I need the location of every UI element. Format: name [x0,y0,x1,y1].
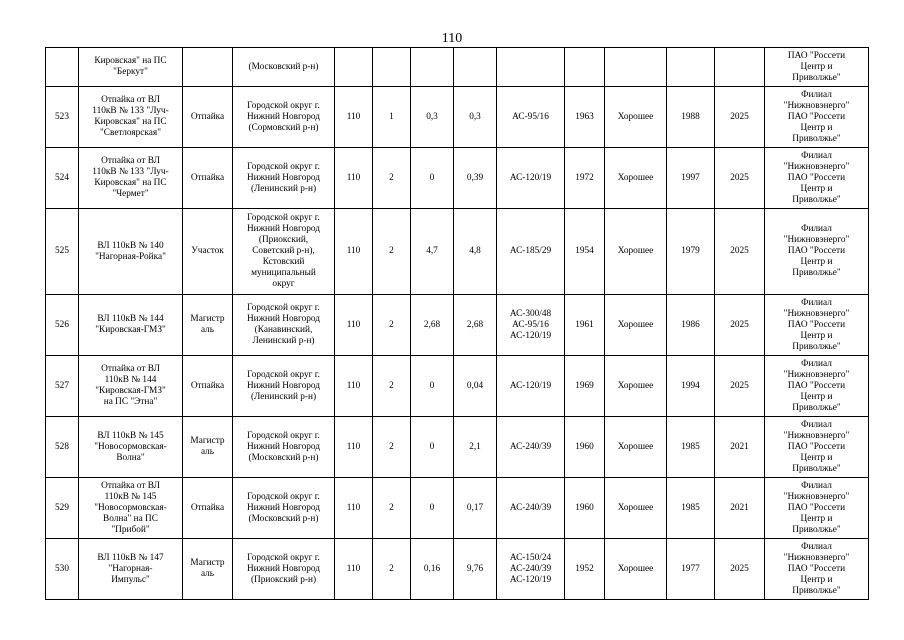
power-lines-table [45,47,869,600]
line-location: (Московский р-н) [233,48,335,87]
year-built: 1960 [565,417,605,478]
length-1: 0 [411,148,454,209]
voltage: 110 [335,209,373,295]
circuit-count: 2 [373,148,411,209]
line-type: Отпайка [183,87,233,148]
year-built [565,48,605,87]
table-row [46,295,869,356]
condition: Хорошее [605,295,667,356]
voltage [335,48,373,87]
year-repair: 1985 [667,478,715,539]
wire-brand: АС-95/16 [497,87,565,148]
page-number: 110 [441,31,463,46]
line-type: Магистр аль [183,417,233,478]
year-plan: 2021 [715,417,765,478]
year-repair: 1979 [667,209,715,295]
owner: Филиал "Нижновэнерго" ПАО "Россети Центр и Приволжье" [765,87,869,148]
wire-brand: АС-120/19 [497,148,565,209]
row-number: 528 [46,417,79,478]
voltage: 110 [335,539,373,600]
line-location: Городской округ г. Нижний Новгород (Ленинский р-н) [233,356,335,417]
wire-brand: АС-240/39 [497,478,565,539]
wire-brand: АС-120/19 [497,356,565,417]
condition: Хорошее [605,417,667,478]
length-2: 2,1 [454,417,497,478]
year-plan: 2025 [715,87,765,148]
length-2 [454,48,497,87]
circuit-count: 2 [373,356,411,417]
year-plan: 2025 [715,209,765,295]
line-name: Отпайка от ВЛ 110кВ № 133 "Луч- Кировская" на ПС "Светлоярская" [79,87,183,148]
row-number: 526 [46,295,79,356]
voltage: 110 [335,148,373,209]
line-name: Кировская" на ПС "Беркут" [79,48,183,87]
circuit-count: 2 [373,209,411,295]
year-plan: 2025 [715,148,765,209]
year-built: 1952 [565,539,605,600]
owner: Филиал "Нижновэнерго" ПАО "Россети Центр и Приволжье" [765,148,869,209]
owner: Филиал "Нижновэнерго" ПАО "Россети Центр и Приволжье" [765,295,869,356]
length-2: 0,04 [454,356,497,417]
row-number: 525 [46,209,79,295]
line-location: Городской округ г. Нижний Новгород (Приокский, Советский р-н), Кстовский муниципальный округ [233,209,335,295]
year-plan: 2025 [715,356,765,417]
owner: Филиал "Нижновэнерго" ПАО "Россети Центр и Приволжье" [765,356,869,417]
line-name: ВЛ 110кВ № 147 "Нагорная- Импульс" [79,539,183,600]
year-repair: 1986 [667,295,715,356]
year-repair [667,48,715,87]
table-row [46,478,869,539]
row-number: 524 [46,148,79,209]
owner: Филиал "Нижновэнерго" ПАО "Россети Центр и Приволжье" [765,417,869,478]
wire-brand: АС-300/48 АС-95/16 АС-120/19 [497,295,565,356]
year-repair: 1994 [667,356,715,417]
line-name: Отпайка от ВЛ 110кВ № 144 "Кировская-ГМЗ" на ПС "Этна" [79,356,183,417]
line-type: Магистр аль [183,539,233,600]
year-repair: 1985 [667,417,715,478]
year-plan: 2025 [715,295,765,356]
voltage: 110 [335,87,373,148]
length-1 [411,48,454,87]
row-number: 529 [46,478,79,539]
wire-brand: АС-240/39 [497,417,565,478]
line-name: ВЛ 110кВ № 145 "Новосормовская- Волна" [79,417,183,478]
line-location: Городской округ г. Нижний Новгород (Канавинский, Ленинский р-н) [233,295,335,356]
length-1: 0 [411,478,454,539]
condition: Хорошее [605,87,667,148]
table-row [46,48,869,87]
circuit-count: 1 [373,87,411,148]
line-name: Отпайка от ВЛ 110кВ № 145 "Новосормовская- Волна" на ПС "Прибой" [79,478,183,539]
length-1: 2,68 [411,295,454,356]
length-2: 9,76 [454,539,497,600]
line-type: Отпайка [183,356,233,417]
voltage: 110 [335,295,373,356]
table-body [46,48,869,600]
row-number [46,48,79,87]
condition: Хорошее [605,148,667,209]
owner: Филиал "Нижновэнерго" ПАО "Россети Центр и Приволжье" [765,478,869,539]
table-row [46,356,869,417]
wire-brand: АС-185/29 [497,209,565,295]
voltage: 110 [335,356,373,417]
year-repair: 1977 [667,539,715,600]
circuit-count [373,48,411,87]
length-1: 0,16 [411,539,454,600]
row-number: 527 [46,356,79,417]
length-1: 0 [411,356,454,417]
circuit-count: 2 [373,417,411,478]
length-1: 4,7 [411,209,454,295]
line-name: Отпайка от ВЛ 110кВ № 133 "Луч- Кировская" на ПС "Чермет" [79,148,183,209]
condition [605,48,667,87]
line-location: Городской округ г. Нижний Новгород (Ленинский р-н) [233,148,335,209]
length-1: 0 [411,417,454,478]
year-plan: 2021 [715,478,765,539]
wire-brand: АС-150/24 АС-240/39 АС-120/19 [497,539,565,600]
line-location: Городской округ г. Нижний Новгород (Московский р-н) [233,417,335,478]
voltage: 110 [335,417,373,478]
length-2: 0,39 [454,148,497,209]
owner: ПАО "Россети Центр и Приволжье" [765,48,869,87]
table-row [46,209,869,295]
line-name: ВЛ 110кВ № 140 "Нагорная-Ройка" [79,209,183,295]
year-plan [715,48,765,87]
line-type: Магистр аль [183,295,233,356]
line-location: Городской округ г. Нижний Новгород (Московский р-н) [233,478,335,539]
year-built: 1960 [565,478,605,539]
length-1: 0,3 [411,87,454,148]
table-row [46,417,869,478]
line-location: Городской округ г. Нижний Новгород (Приокский р-н) [233,539,335,600]
owner: Филиал "Нижновэнерго" ПАО "Россети Центр и Приволжье" [765,539,869,600]
table-row [46,539,869,600]
line-type: Отпайка [183,148,233,209]
table-row [46,148,869,209]
year-repair: 1988 [667,87,715,148]
length-2: 2,68 [454,295,497,356]
condition: Хорошее [605,539,667,600]
length-2: 4,8 [454,209,497,295]
row-number: 530 [46,539,79,600]
wire-brand [497,48,565,87]
length-2: 0,3 [454,87,497,148]
year-repair: 1997 [667,148,715,209]
year-built: 1961 [565,295,605,356]
year-plan: 2025 [715,539,765,600]
year-built: 1972 [565,148,605,209]
circuit-count: 2 [373,478,411,539]
line-type [183,48,233,87]
line-type: Участок [183,209,233,295]
circuit-count: 2 [373,295,411,356]
length-2: 0,17 [454,478,497,539]
line-type: Отпайка [183,478,233,539]
condition: Хорошее [605,209,667,295]
condition: Хорошее [605,478,667,539]
year-built: 1969 [565,356,605,417]
row-number: 523 [46,87,79,148]
year-built: 1954 [565,209,605,295]
line-name: ВЛ 110кВ № 144 "Кировская-ГМЗ" [79,295,183,356]
condition: Хорошее [605,356,667,417]
voltage: 110 [335,478,373,539]
year-built: 1963 [565,87,605,148]
table-row [46,87,869,148]
line-location: Городской округ г. Нижний Новгород (Сормовский р-н) [233,87,335,148]
owner: Филиал "Нижновэнерго" ПАО "Россети Центр и Приволжье" [765,209,869,295]
circuit-count: 2 [373,539,411,600]
